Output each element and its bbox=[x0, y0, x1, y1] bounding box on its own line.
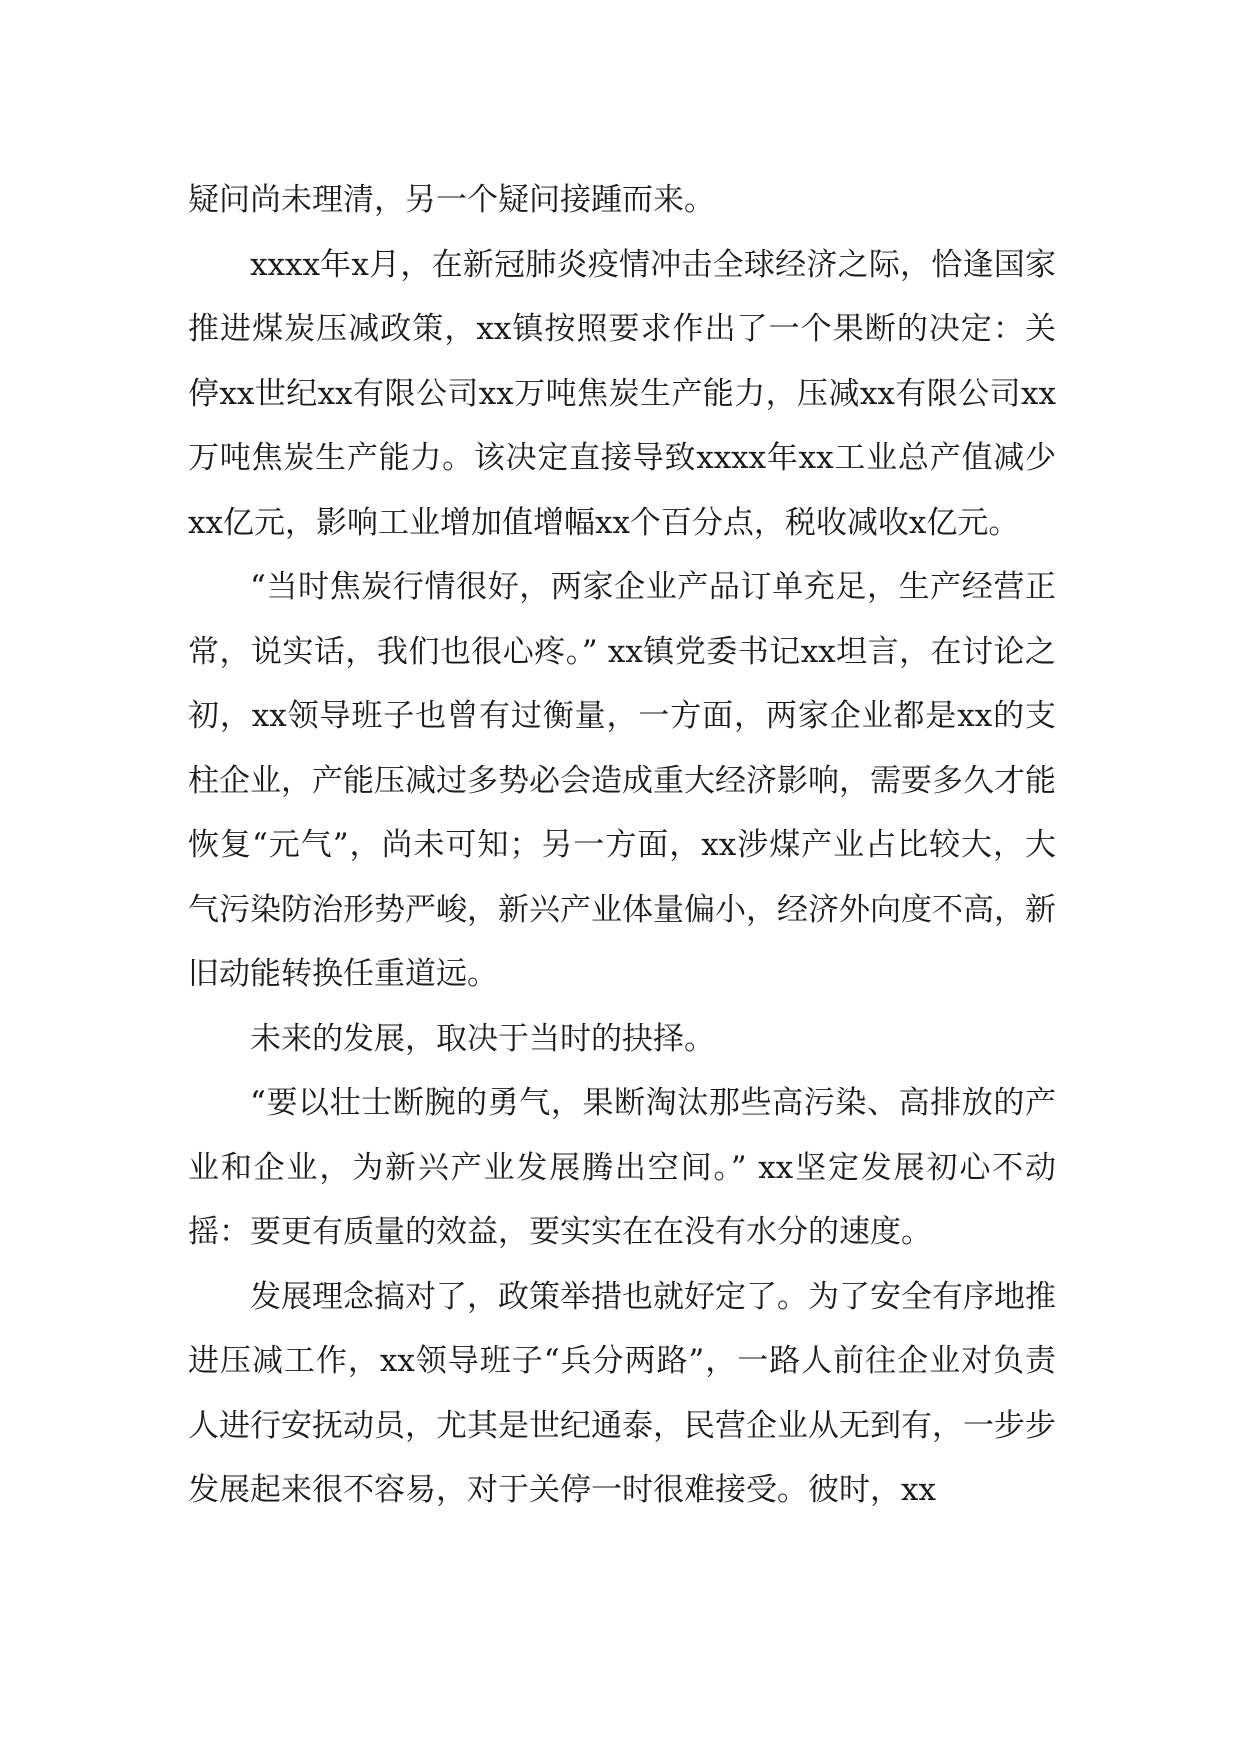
paragraph-2: xxxx年x月，在新冠肺炎疫情冲击全球经济之际，恰逢国家推进煤炭压减政策，xx镇按照要求作出了一个果断的决定：关停xx世纪xx有限公司xx万吨焦炭生产能力，压减xx有限公司xx万吨焦炭生产能力。该决定直接导致xxxx年xx工业总产值减少xx亿元，影响工业增加值增幅xx个百分点，税收减收x亿元。 bbox=[188, 246, 1056, 541]
paragraph-5: “要以壮士断腕的勇气，果断淘汰那些高污染、高排放的产业和企业，为新兴产业发展腾出空间。” xx坚定发展初心不动摇：要更有质量的效益，要实实在在没有水分的速度。 bbox=[188, 1085, 1056, 1250]
paragraph-1: 疑问尚未理清，另一个疑问接踵而来。 bbox=[188, 182, 715, 218]
paragraph-3: “当时焦炭行情很好，两家企业产品订单充足，生产经营正常，说实话，我们也很心疼。” xx镇党委书记xx坦言，在讨论之初，xx领导班子也曾有过衡量，一方面，两家企业都是xx的支柱企业，产能压减过多势必会造成重大经济影响，需要多久才能恢复“元气”，尚未可知；另一方面，xx涉煤产业占比较大，大气污染防治形势严峻，新兴产业体量偏小，经济外向度不高，新旧动能转换任重道远。 bbox=[188, 569, 1056, 992]
paragraph-4: 未来的发展，取决于当时的抉择。 bbox=[250, 1020, 715, 1057]
paragraph-6: 发展理念搞对了，政策举措也就好定了。为了安全有序地推进压减工作，xx领导班子“兵分两路”，一路人前往企业对负责人进行安抚动员，尤其是世纪通泰，民营企业从无到有，一步步发展起来很不容易，对于关停一时很难接受。彼时，xx bbox=[188, 1278, 1056, 1508]
document-body bbox=[188, 168, 1056, 1523]
